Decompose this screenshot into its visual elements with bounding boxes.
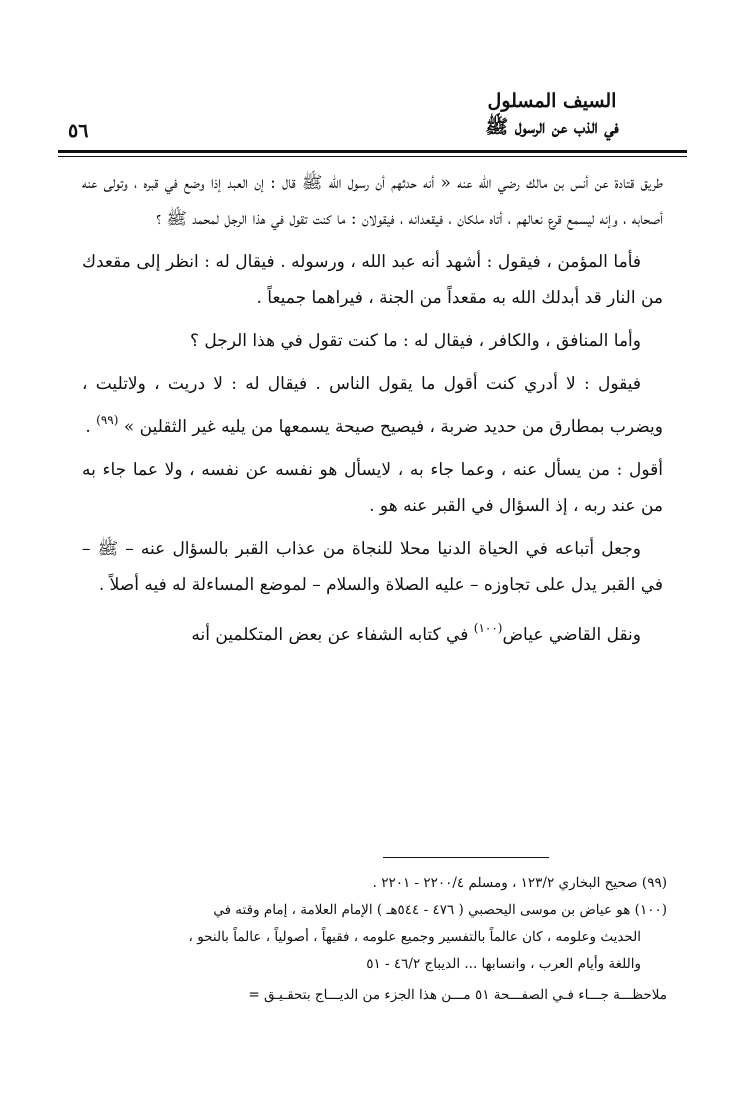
running-title: [417, 88, 687, 140]
paragraph-6: وجعل أتباعه في الحياة الدنيا محلا للنجاة من عذاب القبر بالسؤال عنه – ﷺ – في القبر يدل على تجاوزه – عليه الصلاة والسلام – لموضع المساءلة له فيه أصلاً .: [82, 539, 663, 595]
paragraph-2: فأما المؤمن ، فيقول : أشهد أنه عبد الله ، ورسوله . فيقال له : انظر إلى مقعدك من النار قد أبدلك الله به مقعداً من الجنة ، فيراهما جميعاً .: [82, 252, 663, 308]
page-header: [58, 88, 687, 152]
footnote-99: (٩٩) صحيح البخاري ١٢٣/٢ ، ومسلم ٢٢٠٠/٤ - ٢٢٠١ .: [372, 875, 667, 891]
footnotes: [75, 870, 667, 1009]
editor-note: ملاحظـــة جـــاء فـي الصفـــحة ٥١ مـــن هذا الجزء من الديـــاج بتحقـيـق =: [248, 987, 667, 1003]
paragraph-7: [82, 610, 663, 653]
footnote-ref-99: (٩٩): [96, 413, 119, 427]
running-title-line2: في الذب عن الرسول ﷺ: [485, 116, 619, 138]
paragraph-5: أقول : من يسأل عنه ، وعما جاء به ، لايسأل هو نفسه عن نفسه ، ولا عما جاء به من عند ربه ، إذ السؤال في القبر عنه هو .: [82, 460, 663, 516]
paragraph-7-start: ونقل القاضي عياض: [502, 625, 641, 645]
paragraph-4-end: .: [85, 417, 97, 437]
header-rule-thick: [58, 150, 687, 153]
footnote-ref-100: (١٠٠): [473, 621, 503, 635]
paragraph-4: [82, 366, 663, 445]
footnote-100-line2: الحديث وعلومه ، كان عالماً بالتفسير وجميع علومه ، فقيهاً ، أصولياً ، عالماً بالنحو ،: [188, 929, 641, 945]
paragraph-4-text: فيقول : لا أدري كنت أقول ما يقول الناس . فيقال له : لا دريت ، ولاتليت ، ويضرب بمطارق من حديد ضربة ، فيصيح صيحة يسمعها من يليه غير الثقلين »: [82, 374, 663, 437]
footnote-100-line3: واللغة وأيام العرب ، وانسابها ... الديباج ٤٦/٢ - ٥١: [366, 956, 641, 972]
main-text: [82, 165, 663, 660]
footnote-separator: [383, 857, 549, 858]
page-number: ٥٦: [68, 120, 89, 142]
footnote-100-line1: (١٠٠) هو عياض بن موسى اليحصبي ( ٤٧٦ - ٥٤٤هـ ) الإمام العلامة ، إمام وقته في: [213, 902, 667, 918]
paragraph-7-end: في كتابه الشفاء عن بعض المتكلمين أنه: [191, 625, 474, 645]
running-title-line1: السيف المسلول: [487, 90, 617, 112]
paragraph-1: طريق قتادة عن أنس بن مالك رضي الله عنه « أنه حدثهم أن رسول الله ﷺ قال : إن العبد إذا وضع في قبره ، وتولى عنه أصحابه ، وإنه ليسمع قرع نعالهم ، أتاه ملكان ، فيقعدانه ، فيقولان : ما كنت تقول في هذا الرجل لمحمد ﷺ ؟: [82, 173, 663, 229]
header-rule-thin: [58, 156, 687, 157]
paragraph-3: وأما المنافق ، والكافر ، فيقال له : ما كنت تقول في هذا الرجل ؟: [189, 331, 641, 351]
